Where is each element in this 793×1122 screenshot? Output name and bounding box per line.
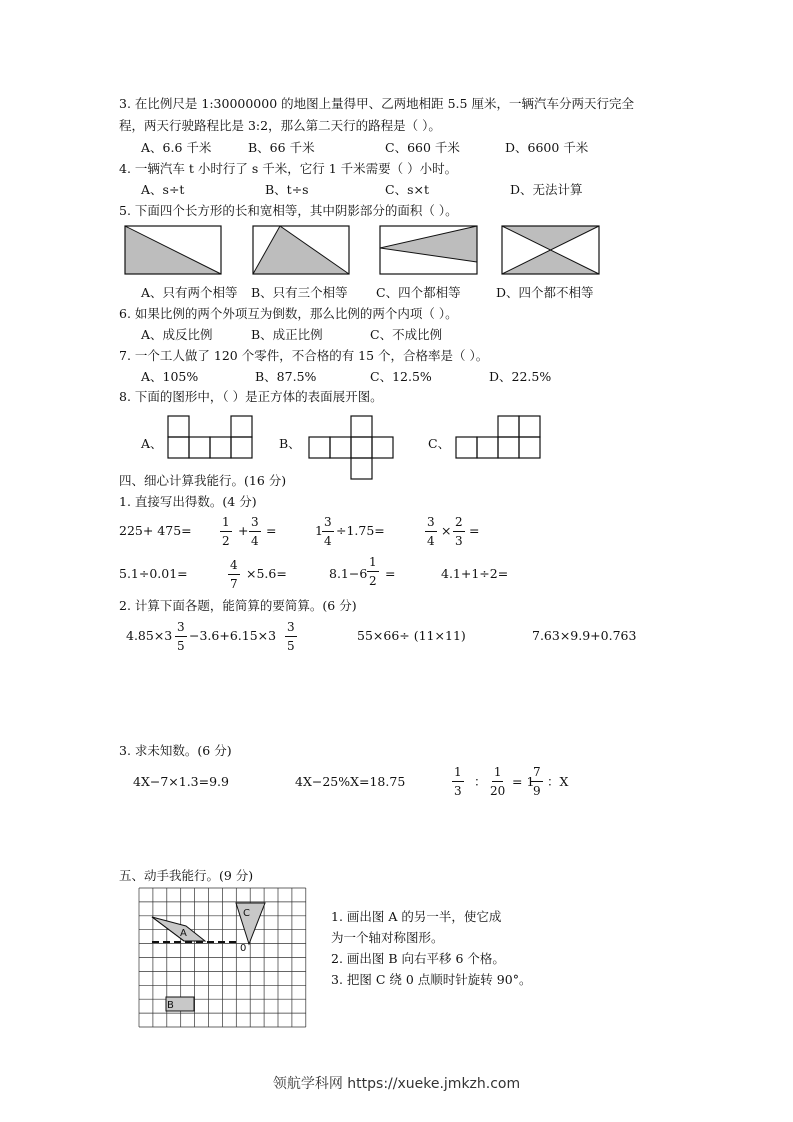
q4-option-c: C、s×t xyxy=(385,182,429,197)
fraction-3-4: $\frac{3}{4}$ xyxy=(251,515,259,548)
shape-c-label: C xyxy=(243,908,250,919)
fraction-7-9: $\frac{7}{9}$ xyxy=(533,765,541,798)
section4-title: 四、细心计算我能行。(16 分) xyxy=(119,473,287,488)
q7-stem: 7. 一个工人做了 120 个零件，不合格的有 15 个，合格率是（ ）。 xyxy=(119,348,489,363)
fraction-3-4-c: $\frac{3}{4}$ xyxy=(427,515,435,548)
q5-option-c: C、四个都相等 xyxy=(376,285,461,300)
q4-stem: 4. 一辆汽车 t 小时行了 s 千米，它行 1 千米需要（ ）小时。 xyxy=(119,161,458,176)
fraction-1-2-b: $\frac{1}{2}$ xyxy=(369,555,377,588)
calc-expr-3-rest: ÷1.75= xyxy=(336,523,385,538)
calc-plus: + xyxy=(238,523,249,538)
fraction-1-2: $\frac{1}{2}$ xyxy=(222,515,230,548)
simplify-c: 7.63×9.9+0.763 xyxy=(532,628,637,643)
q6-stem: 6. 如果比例的两个外项互为倒数，那么比例的两个内项（ ）。 xyxy=(119,306,458,321)
q3-option-b: B、66 千米 xyxy=(248,140,315,155)
q8-label-a: A、 xyxy=(141,436,163,451)
point-o-label: 0 xyxy=(240,943,247,954)
simplify-a-pre: 4.85×3 xyxy=(126,628,173,643)
section4-p1-title: 1. 直接写出得数。(4 分) xyxy=(119,494,257,509)
q5-option-b: B、只有三个相等 xyxy=(251,285,348,300)
q5-stem: 5. 下面四个长方形的长和宽相等，其中阴影部分的面积（ ）。 xyxy=(119,203,458,218)
fraction-1-3: $\frac{1}{3}$ xyxy=(454,765,462,798)
q3-line2: 程，两天行驶路程比是 3:2，那么第二天行的路程是（ ）。 xyxy=(119,118,441,133)
simplify-b: 55×66÷ (11×11) xyxy=(357,628,466,643)
q3-option-d: D、6600 千米 xyxy=(505,140,589,155)
calc-expr-6-rest: ×5.6= xyxy=(246,566,287,581)
q5-option-d: D、四个都不相等 xyxy=(496,285,594,300)
calc-expr-3-whole: 1 xyxy=(315,523,323,538)
instruction-1-cont: 为一个轴对称图形。 xyxy=(331,930,444,945)
q3-line1: 3. 在比例尺是 1:30000000 的地图上量得甲、乙两地相距 5.5 厘米，一辆汽车分两天行完全 xyxy=(119,96,634,111)
calc-expr-1: 225+ 475= xyxy=(119,523,192,538)
fraction-3-5-a: $\frac{3}{5}$ xyxy=(177,620,185,653)
fraction-2-3: $\frac{2}{3}$ xyxy=(455,515,463,548)
q8-stem: 8. 下面的图形中，（ ）是正方体的表面展开图。 xyxy=(119,389,383,404)
q7-option-c: C、12.5% xyxy=(370,369,432,384)
simplify-a-mid: −3.6+6.15×3 xyxy=(189,628,277,643)
q4-option-d: D、无法计算 xyxy=(510,182,583,197)
calc-times: × xyxy=(441,523,452,538)
q3-option-a: A、6.6 千米 xyxy=(141,140,212,155)
q7-option-b: B、87.5% xyxy=(255,369,317,384)
q4-option-a: A、s÷t xyxy=(141,182,185,197)
section5-title: 五、动手我能行。(9 分) xyxy=(119,868,254,883)
q8-label-b: B、 xyxy=(279,436,301,451)
equation-c-end: ：X xyxy=(547,774,569,789)
fraction-1-20: $\frac{1}{20}$ xyxy=(490,765,506,798)
instruction-1: 1. 画出图 A 的另一半，使它成 xyxy=(331,909,502,924)
q3-option-c: C、660 千米 xyxy=(385,140,460,155)
equation-c-colon: ： xyxy=(474,774,487,789)
q5-option-a: A、只有两个相等 xyxy=(141,285,238,300)
equation-b: 4X−25%X=18.75 xyxy=(295,774,406,789)
fraction-3-5-b: $\frac{3}{5}$ xyxy=(287,620,295,653)
calc-eq-4: = xyxy=(469,523,480,538)
calc-expr-7-pre: 8.1−6 xyxy=(329,566,368,581)
q7-option-d: D、22.5% xyxy=(489,369,552,384)
section4-p2-title: 2. 计算下面各题，能简算的要简算。(6 分) xyxy=(119,598,357,613)
fraction-4-7: $\frac{4}{7}$ xyxy=(230,558,238,591)
calc-expr-5: 5.1÷0.01= xyxy=(119,566,188,581)
instruction-3: 3. 把图 C 绕 0 点顺时针旋转 90°。 xyxy=(331,972,532,987)
shape-c xyxy=(236,903,265,944)
instruction-2: 2. 画出图 B 向右平移 6 个格。 xyxy=(331,951,505,966)
calc-eq-2: = xyxy=(266,523,277,538)
section4-p3-title: 3. 求未知数。(6 分) xyxy=(119,743,232,758)
fraction-3-4-b: $\frac{3}{4}$ xyxy=(324,515,332,548)
equation-a: 4X−7×1.3=9.9 xyxy=(133,774,229,789)
q6-option-c: C、不成比例 xyxy=(370,327,443,342)
shape-b-label: B xyxy=(167,1000,174,1011)
q6-option-a: A、成反比例 xyxy=(141,327,213,342)
footer-watermark: 领航学科网 https://xueke.jmkzh.com xyxy=(272,1076,521,1092)
equation-c-eq: = 1 xyxy=(512,774,535,789)
q7-option-a: A、105% xyxy=(141,369,199,384)
calc-eq-7: = xyxy=(385,566,396,581)
q6-option-b: B、成正比例 xyxy=(251,327,323,342)
q4-option-b: B、t÷s xyxy=(265,182,309,197)
shape-a-label: A xyxy=(180,928,187,939)
q8-label-c: C、 xyxy=(428,436,451,451)
calc-expr-8: 4.1+1÷2= xyxy=(441,566,509,581)
